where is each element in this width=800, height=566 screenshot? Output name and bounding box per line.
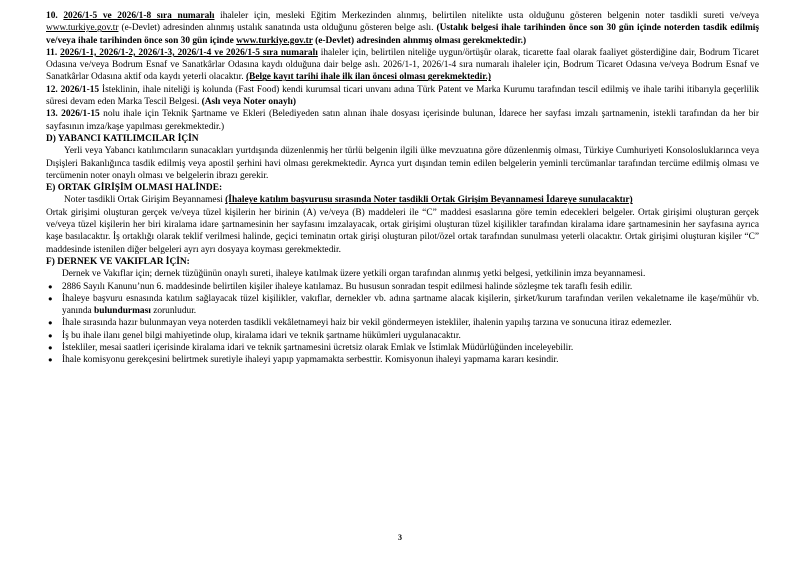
item-number: 11. bbox=[46, 47, 58, 58]
item-reference: 2026/1-15 bbox=[61, 109, 100, 120]
egov-link[interactable]: www.turkiye.gov.tr bbox=[46, 23, 119, 34]
section-e-intro bbox=[46, 194, 759, 206]
item-number: 12. bbox=[46, 84, 58, 95]
item-text: ihaleler için, mesleki Eğitim Merkezinden alınmış, belirtilen nitelikte usta olduğunu gösteren belgenin noter tasdikli sureti ve/veya bbox=[214, 11, 760, 21]
item-reference: 2026/1-15 bbox=[60, 84, 100, 95]
item-text: ihaleler için, belirtilen niteliğe uygun/örtüşür olarak, ticarette faal olarak faaliyet gösterdiğine dair, Bodrum Ticaret Odasına ve/veya Bodrum Esnaf ve Sanatkârlar Odasına kaydı olduğuna dair belge aslı. 2026/1-1, 2026/1-4 sıra numaralı ihaleler için, Bodrum Ticaret Odasına ve/veya Bodrum Esnaf ve Sanatkârlar Odasına aktif oda kaydı yeterli olacaktır. bbox=[46, 47, 760, 83]
list-item: ● 2886 Sayılı Kanunu’nun 6. maddesinde belirtilen kişiler ihaleye katılamaz. Bu hususun sonradan tespit edilmesi halinde sözleşme tek taraflı fesih edilir. bbox=[46, 281, 759, 293]
item-12 bbox=[46, 84, 759, 109]
page-number: 3 bbox=[398, 533, 402, 542]
section-d-text: Yerli veya Yabancı katılımcıların sunacakları yurtdışında düzenlenmiş her türlü belgenin ilgili ülke mevzuatına göre düzenlenmiş olması, Türkiye Cumhuriyeti Konsolosluklarınca veya Dışişleri Bakanlığınca tasdik edilmiş veya apostil şerhini havi olması gerekmektedir. Ayrıca yurt dışından temin edilen belgelerin yeminli tercümanlar tarafından tercüme edilmiş olması ve tercümenin noter onaylı olması ve belgelerin ibrazı gerekir. bbox=[46, 146, 759, 181]
item-number: 10. bbox=[46, 11, 58, 21]
item-reference: 2026/1-5 ve 2026/1-8 sıra numaralı bbox=[63, 11, 215, 21]
item-10 bbox=[46, 10, 759, 47]
item-bold-note: (Belge kayıt tarihi ihale ilk ilan öncesi olması gerekmektedir.) bbox=[245, 72, 491, 83]
list-item: ● İstekliler, mesai saatleri içerisinde kiralama idari ve teknik şartnamesini ücretsiz olarak Emlak ve İstimlak Müdürlüğünden inceleyebilir. bbox=[46, 342, 759, 354]
item-reference: 2026/1-1, 2026/1-2, 2026/1-3, 2026/1-4 ve 2026/1-5 sıra numaralı bbox=[60, 47, 318, 58]
item-11 bbox=[46, 47, 759, 84]
list-item-bold: bulundurması bbox=[94, 306, 151, 317]
item-bold-note: (Aslı veya Noter onaylı) bbox=[201, 97, 296, 108]
section-f-heading: F) DERNEK VE VAKIFLAR İÇİN: bbox=[46, 256, 190, 267]
item-13 bbox=[46, 108, 759, 133]
section-e-bold-note: (İhaleye katılım başvurusu sırasında Noter tasdikli Ortak Girişim Beyannamesi İdareye sunulacaktır) bbox=[225, 195, 633, 206]
section-e-text: Ortak girişimi oluşturan gerçek ve/veya tüzel kişilerin her birinin (A) ve/veya (B) maddeleri ile “C” maddesi esaslarına göre temin edecekleri belgeler. Ortak girişimi oluşturan gerçek ve/veya tüzel kişilerin her biri kiralama idare şartnamesinin her sayfasını imzalayacak, ortak girişimi oluşturan tüzel kişilikler tarafından kiralama idare şartnamesinin her sayfasına ayrıca kaşe basılacaktır. İş ortaklığı olarak teklif verilmesi halinde, geçici teminatın ortak girişi oluşturan pilot/özel ortak tarafından sunulması yeterli olacaktır. Ortak girişimi oluşturan kişiler “C” maddesinde istenilen diğer belgeleri ayrı ayrı dosyaya koyması gerekmektedir. bbox=[46, 207, 759, 255]
section-e-heading: E) ORTAK GİRİŞİM OLMASI HALİNDE: bbox=[46, 183, 223, 194]
item-bold-note: (Ustalık belgesi ihale tarihinden önce son 30 gün içinde noterden tasdik edilmiş ve/veya ihale tarihinden önce son 30 gün içinde bbox=[46, 23, 760, 46]
egov-link[interactable]: www.turkiye.gov.tr bbox=[236, 35, 313, 46]
item-text: (e-Devlet) adresinden alınmış ustalık sanatında usta olduğunu gösteren belge aslı. bbox=[118, 23, 437, 34]
list-item: ● İhale sırasında hazır bulunmayan veya noterden tasdikli vekâletnameyi haiz bir vekil göndermeyen istekliler, ihalenin yapılış tarzına ve sonucuna itiraz edemezler. bbox=[46, 317, 759, 329]
item-number: 13. bbox=[46, 109, 58, 120]
section-d-heading: D) YABANCI KATILIMCILAR İÇİN bbox=[46, 133, 199, 144]
list-item: Dernek ve Vakıflar için; dernek tüzüğünün onaylı sureti, ihaleye katılmak üzere yetkili organ tarafından alınmış yetki belgesi, yetkilinin imza beyannamesi. bbox=[62, 269, 646, 280]
section-f-list bbox=[46, 268, 759, 366]
list-item bbox=[46, 293, 759, 318]
item-bold-note: (e-Devlet) adresinden alınmış olması gerekmektedir.) bbox=[312, 35, 527, 46]
document-page bbox=[46, 10, 759, 367]
item-text: İsteklinin, ihale niteliği iş kolunda (Fast Food) kendi kurumsal ticari unvanı adına Türk Patent ve Marka Kurumu tarafından tescil edilmiş ve ihale tarihi itibarıyla geçerlilik süresi devam eden Marka Tescil Belgesi. bbox=[46, 84, 759, 108]
list-item: ● İş bu ihale ilanı genel bilgi mahiyetinde olup, kiralama idari ve teknik şartname hükümleri uygulanacaktır. bbox=[46, 330, 759, 342]
list-item-text: zorunludur. bbox=[150, 306, 197, 317]
list-item-text: İhaleye başvuru esnasında katılım sağlayacak tüzel kişilikler, vakıflar, dernekler vb. adına şartname alacak kişilerin, şirket/kurum tarafından verilen vekaletname ile kaşe/mühür vb. yanında bbox=[62, 293, 759, 317]
list-item: ● İhale komisyonu gerekçesini belirtmek suretiyle ihaleyi yapıp yapmamakta serbesttir. Komisyonun ihaleyi yapmama kararı kesindir. bbox=[46, 354, 759, 366]
item-text: nolu ihale için Teknik Şartname ve Ekleri (Belediyeden satın alınan ihale dosyası içerisinde bulunan, İdarece her sayfası imzalı şartnamenin, istekli tarafından da her bir sayfasının imza/kaşe yapılması gerekmektedir.) bbox=[46, 109, 760, 132]
section-e-text: Noter tasdikli Ortak Girişim Beyannamesi bbox=[64, 195, 226, 206]
